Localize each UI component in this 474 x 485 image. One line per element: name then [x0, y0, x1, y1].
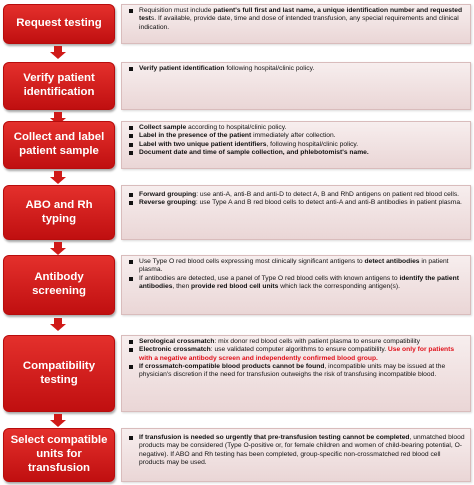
- body-text: , unmatched blood products may be considered (Type O-positive or, for female children and women of child-bearing potential, O-negative). If ABO and Rh testing has been completed, group-specific non-crossmatched red blood cell products may be used.: [139, 434, 465, 466]
- step-abo-rh-typing: [3, 185, 471, 240]
- body-text: , following hospital/clinic policy.: [266, 140, 359, 148]
- step-compatibility-testing: [3, 335, 471, 412]
- body-text: which lack the corresponding antigen(s).: [278, 282, 400, 290]
- step-select-units: [3, 428, 471, 482]
- warning-text: Use only for patients with a negative antibody screen and independently confirmed blood group.: [139, 346, 455, 362]
- bold-text: Reverse grouping: [139, 199, 196, 207]
- body-text: according to hospital/clinic policy.: [186, 124, 287, 131]
- step-request-testing: [3, 4, 471, 44]
- step-title: Request testing: [3, 4, 115, 44]
- step-title: Collect and label patient sample: [3, 121, 115, 169]
- bold-text: Document date and time of sample collection, and phlebotomist's name.: [139, 148, 369, 156]
- bold-text: Collect sample: [139, 124, 187, 131]
- bold-text: Label in the presence of the patient: [139, 132, 252, 140]
- step-antibody-screening: [3, 255, 471, 315]
- bullet-item: [128, 258, 466, 275]
- bold-text: If transfusion is needed so urgently that pre-transfusion testing cannot be completed: [139, 434, 410, 441]
- bold-text: identify the patient antibodies: [139, 274, 459, 290]
- body-text: , incompatible units may be issued at the physician's discretion if the need for transfusion outweighs the risk of transfusing incompatible blood.: [139, 362, 446, 379]
- bullet-item: [128, 363, 466, 380]
- body-text: : mix donor red blood cells with patient plasma to ensure compatibility: [214, 338, 421, 345]
- bullet-item: [128, 275, 466, 292]
- bold-text: Label with two unique patient identifiers: [139, 140, 267, 148]
- body-text: : use Type A and B red blood cells to detect anti-A and anti-B antibodies in patient plasma.: [195, 199, 462, 207]
- bold-text: If crossmatch-compatible blood products cannot be found: [139, 362, 325, 370]
- bullet-item: [128, 191, 466, 199]
- bold-text: patient's full first and last name, a unique identification number and requested test: [139, 7, 463, 23]
- step-details: [121, 4, 471, 44]
- bold-text: Serological crossmatch: [139, 338, 215, 345]
- bullet-item: [128, 338, 466, 346]
- step-details: [121, 121, 471, 169]
- bullet-item: [128, 124, 466, 132]
- step-details: [121, 335, 471, 412]
- step-collect-sample: [3, 121, 471, 169]
- step-title: Antibody screening: [3, 255, 115, 315]
- bold-text: Verify patient identification: [139, 65, 225, 72]
- bullet-item: [128, 141, 466, 149]
- step-verify-identification: [3, 62, 471, 110]
- step-details: [121, 62, 471, 110]
- bullet-item: [128, 346, 466, 363]
- body-text: If antibodies are detected, use a panel of Type O red blood cells with known antigens to: [139, 274, 400, 282]
- bullet-item: [128, 434, 466, 467]
- body-text: : use validated computer algorithms to ensure compatibility.: [210, 346, 388, 354]
- step-title: Verify patient identification: [3, 62, 115, 110]
- body-text: following hospital/clinic policy.: [224, 65, 315, 72]
- bold-text: Forward grouping: [139, 191, 197, 198]
- body-text: s. If available, provide date, time and dose of intended transfusion, any special requirements and clinical indication.: [139, 15, 459, 31]
- bullet-item: [128, 65, 466, 73]
- body-text: in patient plasma.: [139, 258, 449, 274]
- step-details: [121, 255, 471, 315]
- body-text: , then: [172, 282, 192, 290]
- bullet-item: [128, 7, 466, 32]
- bullet-item: [128, 199, 466, 207]
- bold-text: Electronic crossmatch: [139, 346, 211, 354]
- bullet-item: [128, 149, 466, 157]
- step-title: Select compatible units for transfusion: [3, 428, 115, 482]
- bullet-item: [128, 132, 466, 140]
- body-text: Use Type O red blood cells expressing most clinically significant antigens to: [139, 258, 365, 265]
- body-text: : use anti-A, anti-B and anti-D to detect A, B and RhD antigens on patient red blood cells.: [196, 191, 460, 198]
- body-text: immediately after collection.: [251, 132, 336, 140]
- step-title: Compatibility testing: [3, 335, 115, 412]
- step-title: ABO and Rh typing: [3, 185, 115, 240]
- step-details: [121, 185, 471, 240]
- body-text: Requisition must include: [139, 7, 214, 14]
- step-details: [121, 428, 471, 482]
- bold-text: provide red blood cell units: [191, 282, 279, 290]
- bold-text: detect antibodies: [364, 258, 420, 265]
